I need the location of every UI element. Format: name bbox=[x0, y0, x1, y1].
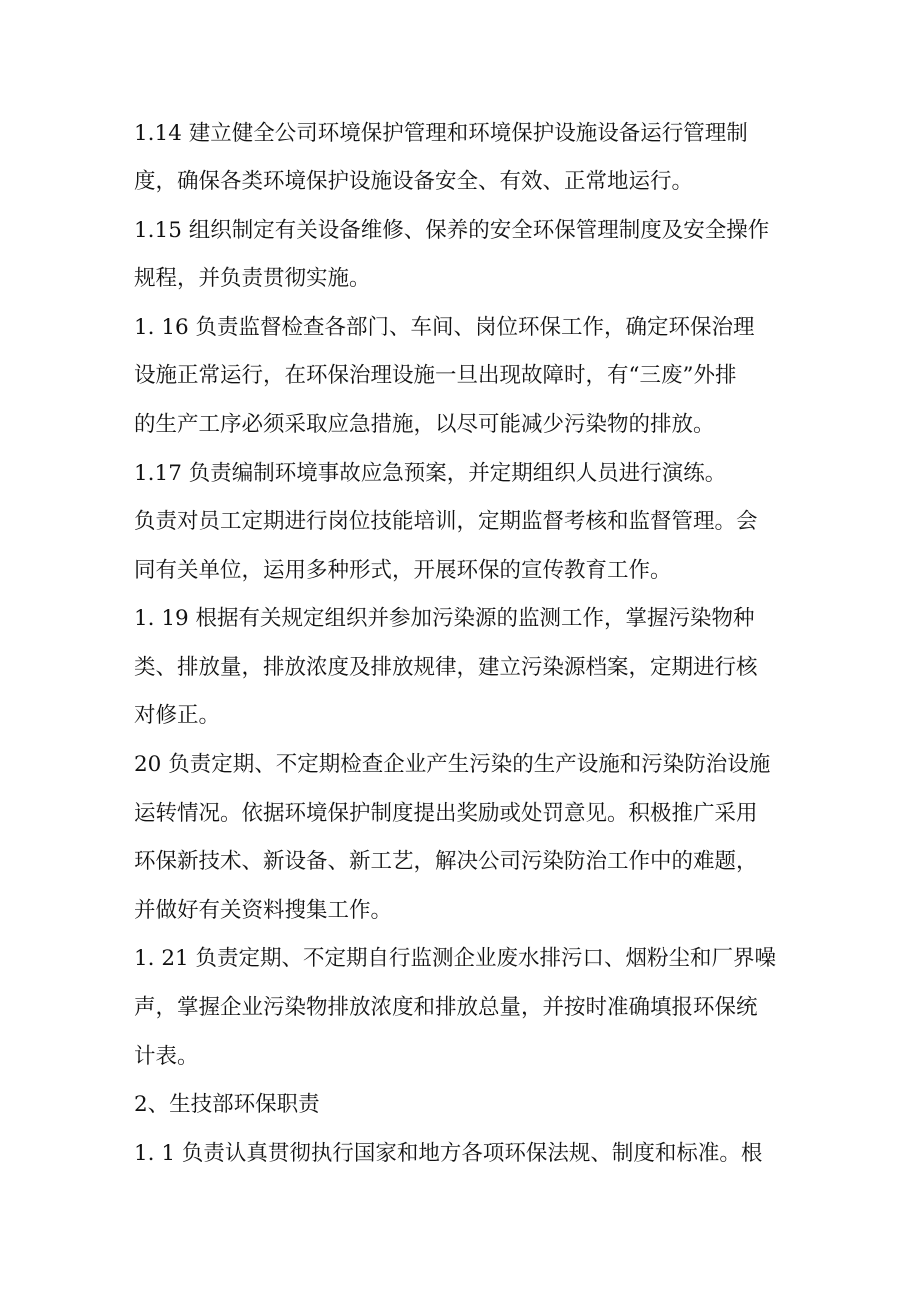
text-line: 1.14 建立健全公司环境保护管理和环境保护设施设备运行管理制 bbox=[134, 121, 748, 146]
text-line: 度，确保各类环境保护设施设备安全、有效、正常地运行。 bbox=[134, 169, 694, 194]
text-line: 1.15 组织制定有关设备维修、保养的安全环保管理制度及安全操作 bbox=[134, 218, 770, 243]
text-line: 类、排放量，排放浓度及排放规律，建立污染源档案，定期进行核 bbox=[134, 655, 758, 680]
text-line: 声，掌握企业污染物排放浓度和排放总量，并按时准确填报环保统 bbox=[134, 995, 758, 1020]
text-line: 设施正常运行，在环保治理设施一旦出现故障时，有“三废”外排 bbox=[134, 363, 737, 388]
text-line: 运转情况。依据环境保护制度提出奖励或处罚意见。积极推广采用 bbox=[134, 801, 758, 826]
text-line: 1.17 负责编制环境事故应急预案，并定期组织人员进行演练。 bbox=[134, 461, 727, 486]
text-line: 并做好有关资料搜集工作。 bbox=[134, 898, 393, 923]
section-heading: 2、生技部环保职责 bbox=[134, 1092, 320, 1117]
text-line: 环保新技术、新设备、新工艺，解决公司污染防治工作中的难题， bbox=[134, 849, 758, 874]
text-line: 1. 21 负责定期、不定期自行监测企业废水排污口、烟粉尘和厂界噪 bbox=[134, 946, 777, 971]
text-line: 20 负责定期、不定期检查企业产生污染的生产设施和污染防治设施 bbox=[134, 752, 771, 777]
text-line: 规程，并负责贯彻实施。 bbox=[134, 266, 371, 291]
text-line: 计表。 bbox=[134, 1044, 199, 1069]
text-line: 对修正。 bbox=[134, 703, 221, 728]
text-line: 的生产工序必须采取应急措施，以尽可能减少污染物的排放。 bbox=[134, 412, 715, 437]
text-line: 负责对员工定期进行岗位技能培训，定期监督考核和监督管理。会 bbox=[134, 509, 758, 534]
text-line: 1. 16 负责监督检查各部门、车间、岗位环保工作，确定环保治理 bbox=[134, 315, 755, 340]
text-line: 同有关单位，运用多种形式，开展环保的宣传教育工作。 bbox=[134, 558, 672, 583]
text-line: 1. 1 负责认真贯彻执行国家和地方各项环保法规、制度和标准。根 bbox=[134, 1141, 763, 1166]
text-line: 1. 19 根据有关规定组织并参加污染源的监测工作，掌握污染物种 bbox=[134, 606, 755, 631]
